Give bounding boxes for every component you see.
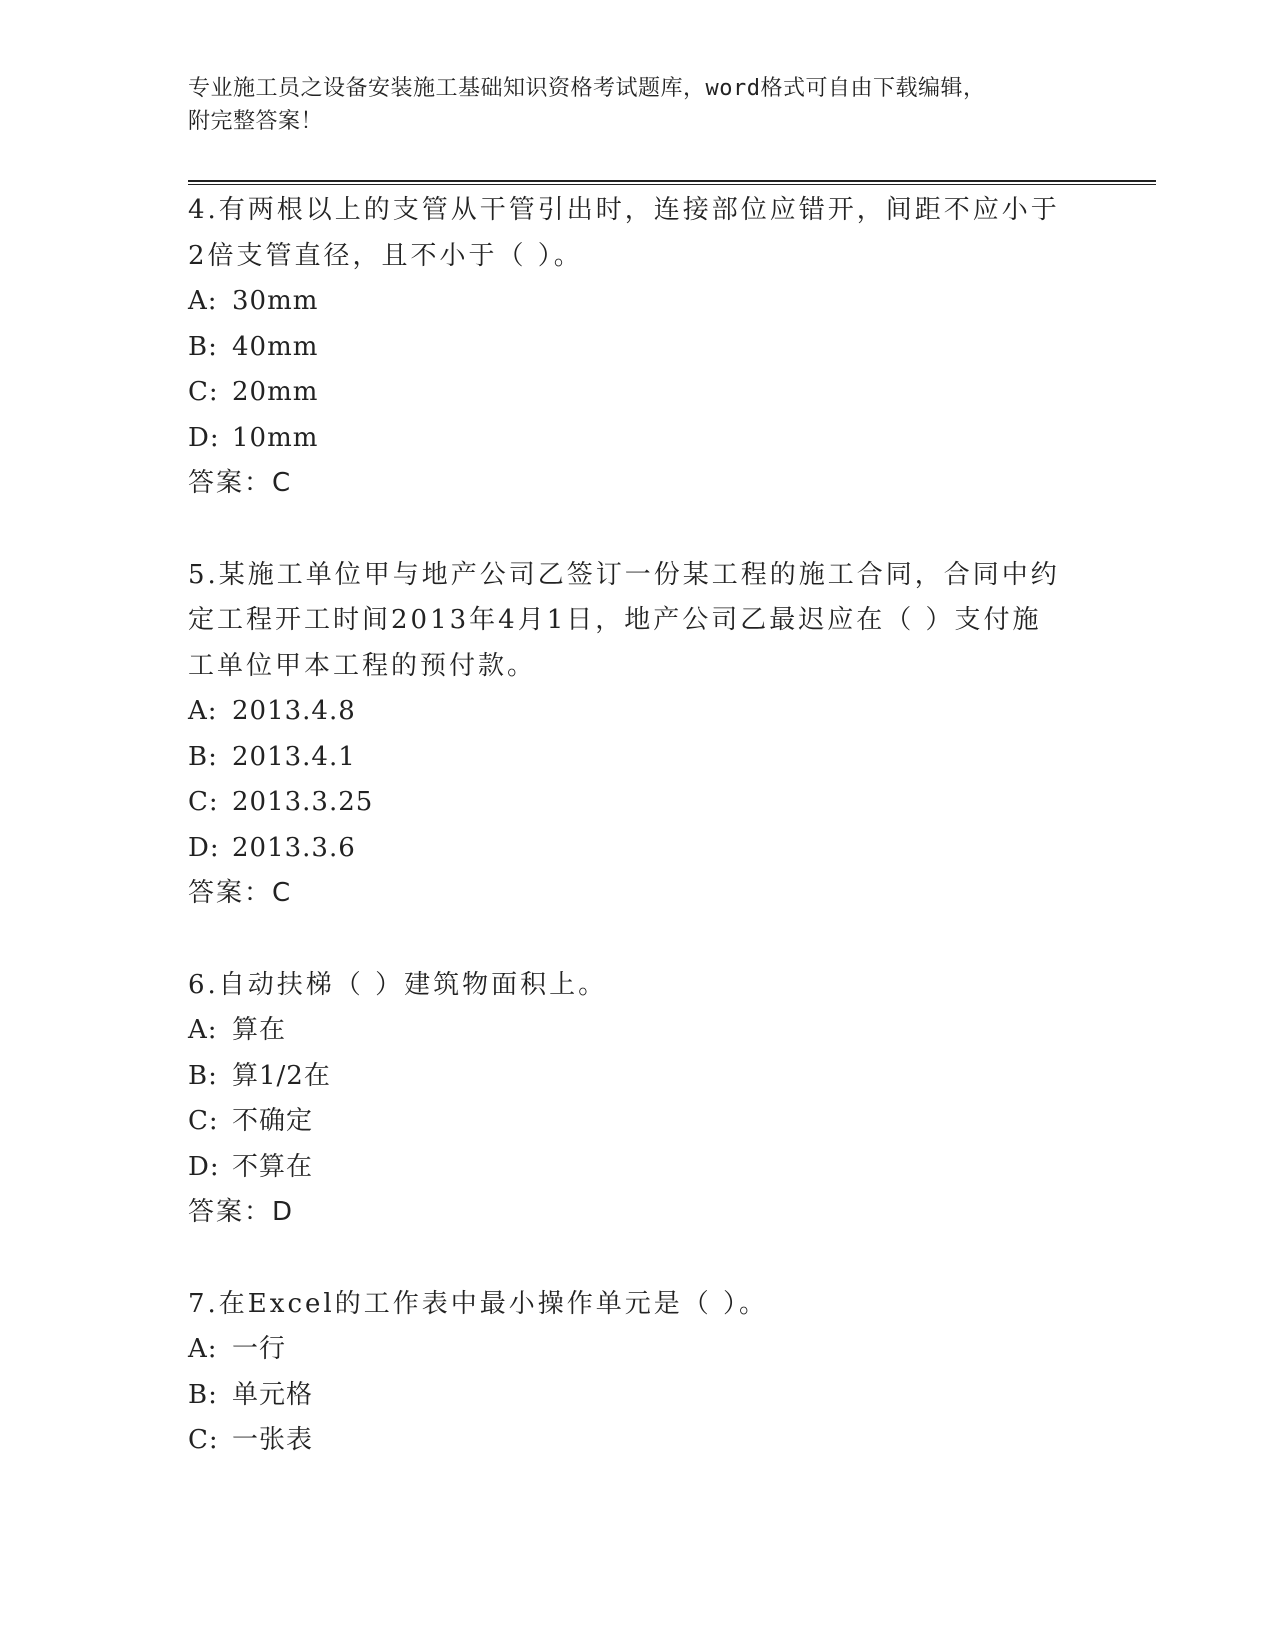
question-stem-line: 定工程开工时间2013年4月1日，地产公司乙最迟应在（ ）支付施	[188, 605, 1042, 635]
option-text: 算在	[232, 1015, 287, 1045]
option-text: 30mm	[232, 286, 319, 316]
option-key: C:	[188, 1106, 219, 1136]
answer-line: 答案：C	[188, 878, 293, 908]
question-spacer	[188, 507, 1088, 553]
option-d	[188, 416, 1088, 462]
answer-line: 答案：C	[188, 468, 293, 498]
option-c	[188, 1418, 1088, 1464]
option-c	[188, 370, 1088, 416]
option-a	[188, 1327, 1088, 1373]
question-list	[188, 188, 1088, 1464]
question-4	[188, 188, 1088, 507]
question-stem-line: 6.自动扶梯（ ）建筑物面积上。	[188, 969, 608, 1000]
question-stem-line: 工单位甲本工程的预付款。	[188, 650, 537, 681]
option-text: 40mm	[232, 331, 319, 362]
option-text: 20mm	[232, 377, 319, 407]
answer-line: 答案：D	[188, 1197, 295, 1227]
option-key: B:	[188, 741, 218, 772]
option-text: 2013.4.8	[232, 696, 356, 726]
option-b	[188, 1054, 1088, 1100]
question-5	[188, 553, 1088, 917]
option-b	[188, 1373, 1088, 1419]
option-key: A:	[188, 1334, 218, 1364]
option-key: A:	[188, 696, 218, 726]
option-key: C:	[188, 377, 219, 407]
option-text: 单元格	[232, 1379, 314, 1410]
question-spacer	[188, 1236, 1088, 1282]
question-stem-line: 2倍支管直径，且不小于（ ）。	[188, 240, 583, 271]
header-line-1: 专业施工员之设备安装施工基础知识资格考试题库，word格式可自由下载编辑，	[188, 76, 986, 101]
document-header	[188, 72, 1068, 138]
option-key: B:	[188, 1379, 218, 1410]
option-d	[188, 826, 1088, 872]
option-text: 不确定	[232, 1106, 314, 1136]
header-rule-thick	[188, 180, 1156, 182]
question-6	[188, 963, 1088, 1236]
option-key: A:	[188, 286, 218, 316]
option-key: C:	[188, 787, 219, 817]
option-a	[188, 279, 1088, 325]
header-line-2: 附完整答案！	[188, 109, 324, 134]
option-text: 2013.3.25	[232, 787, 374, 817]
option-d	[188, 1145, 1088, 1191]
option-text: 不算在	[232, 1151, 314, 1182]
option-key: A:	[188, 1015, 218, 1045]
question-stem-line: 5.某施工单位甲与地产公司乙签订一份某工程的施工合同，合同中约	[188, 559, 1060, 590]
question-stem-line: 7.在Excel的工作表中最小操作单元是（ ）。	[188, 1288, 768, 1319]
question-stem-line: 4.有两根以上的支管从干管引出时，连接部位应错开，间距不应小于	[188, 195, 1060, 225]
question-spacer	[188, 917, 1088, 963]
option-b	[188, 735, 1088, 781]
option-c	[188, 1099, 1088, 1145]
option-key: D:	[188, 832, 220, 863]
option-a	[188, 1008, 1088, 1054]
option-key: B:	[188, 1060, 218, 1091]
question-7	[188, 1282, 1088, 1464]
option-c	[188, 780, 1088, 826]
option-a	[188, 689, 1088, 735]
option-text: 2013.3.6	[232, 832, 356, 863]
option-text: 算1/2在	[232, 1060, 331, 1091]
option-text: 10mm	[232, 422, 319, 453]
option-key: D:	[188, 422, 220, 453]
option-key: C:	[188, 1425, 219, 1455]
option-text: 2013.4.1	[232, 741, 356, 772]
option-text: 一张表	[232, 1425, 314, 1455]
option-key: D:	[188, 1151, 220, 1182]
option-key: B:	[188, 331, 218, 362]
header-rule-thin	[188, 184, 1156, 185]
option-text: 一行	[232, 1334, 287, 1364]
option-b	[188, 325, 1088, 371]
